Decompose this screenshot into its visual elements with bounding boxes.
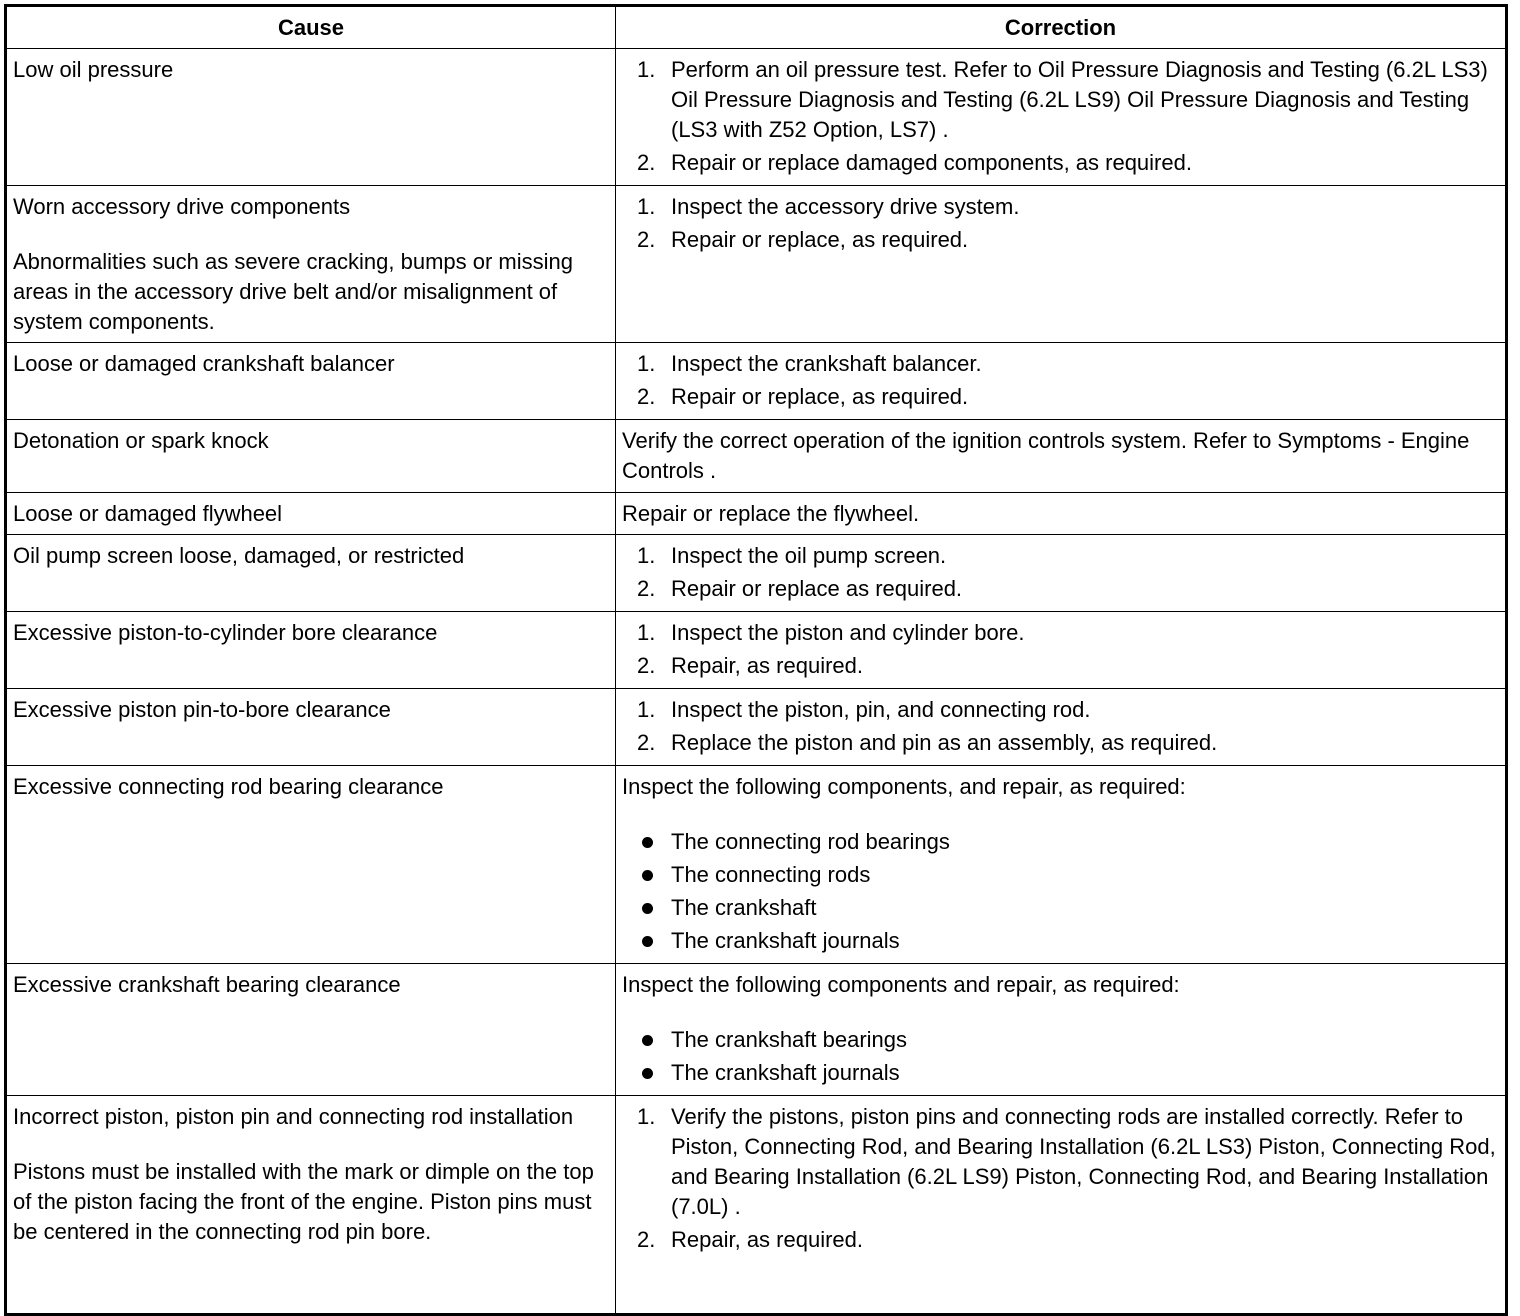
list-item — [622, 574, 1499, 604]
cause-text: Excessive connecting rod bearing clearance — [13, 774, 444, 799]
correction-text: Repair or replace the flywheel. — [622, 501, 920, 526]
cause-text: Low oil pressure — [13, 57, 174, 82]
step-number: 2. — [637, 730, 656, 755]
list-item — [622, 1025, 1499, 1055]
list-item — [622, 860, 1499, 890]
table-row — [6, 186, 1507, 343]
bullet-list — [622, 827, 1499, 956]
cause-text: Loose or damaged flywheel — [13, 501, 283, 526]
correction-intro: Inspect the following components, and repair, as required: — [622, 774, 1186, 799]
list-item — [622, 382, 1499, 412]
list-item — [622, 1225, 1499, 1255]
step-number: 2. — [637, 653, 656, 678]
list-item-text: The crankshaft journals — [671, 928, 900, 953]
correction-text: Verify the correct operation of the ignition controls system. Refer to Symptoms - Engine Controls . — [622, 428, 1470, 483]
list-item-text: The connecting rods — [671, 862, 871, 887]
cause-note: Pistons must be installed with the mark or dimple on the top of the piston facing the front of the engine. Piston pins must be centered in the connecting rod pin bore. — [13, 1159, 594, 1244]
cause-text: Excessive crankshaft bearing clearance — [13, 972, 401, 997]
correction-cell — [616, 612, 1507, 689]
numbered-steps — [622, 55, 1499, 178]
list-item-text: Repair or replace damaged components, as required. — [671, 150, 1192, 175]
numbered-steps — [622, 192, 1499, 255]
correction-intro: Inspect the following components and repair, as required: — [622, 972, 1180, 997]
step-number: 1. — [637, 57, 656, 82]
cause-note: Abnormalities such as severe cracking, bumps or missing areas in the accessory drive belt and/or misalignment of system components. — [13, 249, 574, 334]
correction-cell — [616, 766, 1507, 964]
table-row — [6, 493, 1507, 535]
cause-cell — [6, 535, 616, 612]
diagnosis-table — [4, 4, 1508, 1316]
step-number: 1. — [637, 697, 656, 722]
step-number: 1. — [637, 620, 656, 645]
correction-cell — [616, 186, 1507, 343]
cause-cell — [6, 493, 616, 535]
table-row — [6, 343, 1507, 420]
cause-cell — [6, 612, 616, 689]
numbered-steps — [622, 1102, 1499, 1255]
correction-cell — [616, 343, 1507, 420]
list-item — [622, 893, 1499, 923]
cause-cell — [6, 766, 616, 964]
list-item — [622, 695, 1499, 725]
table-row — [6, 49, 1507, 186]
cause-cell — [6, 186, 616, 343]
header-row — [6, 6, 1507, 49]
correction-header: Correction — [616, 6, 1507, 49]
cause-cell — [6, 964, 616, 1096]
list-item — [622, 728, 1499, 758]
list-item — [622, 192, 1499, 222]
bullet-list — [622, 1025, 1499, 1088]
list-item-text: Replace the piston and pin as an assembly, as required. — [671, 730, 1218, 755]
list-item — [622, 827, 1499, 857]
list-item-text: Perform an oil pressure test. Refer to Oil Pressure Diagnosis and Testing (6.2L LS3) Oil Pressure Diagnosis and Testing (6.2L LS9) Oil Pressure Diagnosis and Testing (LS3 with Z52 Option, LS7) . — [671, 57, 1488, 142]
cause-cell — [6, 689, 616, 766]
step-number: 2. — [637, 576, 656, 601]
list-item — [622, 926, 1499, 956]
step-number: 1. — [637, 1104, 656, 1129]
numbered-steps — [622, 349, 1499, 412]
correction-cell — [616, 535, 1507, 612]
list-item-text: Repair, as required. — [671, 653, 863, 678]
table-row — [6, 1096, 1507, 1315]
cause-text: Excessive piston pin-to-bore clearance — [13, 697, 391, 722]
list-item-text: Repair or replace, as required. — [671, 227, 969, 252]
step-number: 1. — [637, 351, 656, 376]
cause-cell — [6, 420, 616, 493]
correction-cell — [616, 420, 1507, 493]
cause-text: Detonation or spark knock — [13, 428, 269, 453]
correction-cell — [616, 1096, 1507, 1315]
list-item — [622, 349, 1499, 379]
list-item-text: The crankshaft journals — [671, 1060, 900, 1085]
cause-text: Worn accessory drive components — [13, 194, 351, 219]
list-item — [622, 148, 1499, 178]
step-number: 2. — [637, 227, 656, 252]
cause-cell — [6, 343, 616, 420]
list-item — [622, 1058, 1499, 1088]
list-item-text: Repair or replace as required. — [671, 576, 963, 601]
list-item-text: The crankshaft — [671, 895, 817, 920]
table-row — [6, 420, 1507, 493]
list-item — [622, 225, 1499, 255]
list-item — [622, 1102, 1499, 1222]
numbered-steps — [622, 695, 1499, 758]
correction-cell — [616, 689, 1507, 766]
list-item-text: Inspect the accessory drive system. — [671, 194, 1020, 219]
correction-cell — [616, 49, 1507, 186]
table-row — [6, 612, 1507, 689]
cause-text: Incorrect piston, piston pin and connecting rod installation — [13, 1104, 574, 1129]
list-item — [622, 618, 1499, 648]
list-item — [622, 55, 1499, 145]
step-number: 2. — [637, 1227, 656, 1252]
list-item-text: Inspect the oil pump screen. — [671, 543, 947, 568]
table-row — [6, 766, 1507, 964]
numbered-steps — [622, 618, 1499, 681]
table-row — [6, 964, 1507, 1096]
list-item — [622, 541, 1499, 571]
step-number: 2. — [637, 384, 656, 409]
list-item-text: Inspect the piston and cylinder bore. — [671, 620, 1025, 645]
correction-cell — [616, 493, 1507, 535]
list-item — [622, 651, 1499, 681]
list-item-text: Repair or replace, as required. — [671, 384, 969, 409]
list-item-text: The connecting rod bearings — [671, 829, 950, 854]
step-number: 1. — [637, 543, 656, 568]
cause-cell — [6, 49, 616, 186]
step-number: 2. — [637, 150, 656, 175]
cause-text: Excessive piston-to-cylinder bore clearance — [13, 620, 438, 645]
list-item-text: Inspect the piston, pin, and connecting rod. — [671, 697, 1091, 722]
list-item-text: The crankshaft bearings — [671, 1027, 908, 1052]
list-item-text: Repair, as required. — [671, 1227, 863, 1252]
cause-text: Loose or damaged crankshaft balancer — [13, 351, 395, 376]
cause-header: Cause — [6, 6, 616, 49]
numbered-steps — [622, 541, 1499, 604]
list-item-text: Inspect the crankshaft balancer. — [671, 351, 982, 376]
list-item-text: Verify the pistons, piston pins and connecting rods are installed correctly. Refer to Piston, Connecting Rod, and Bearing Installation (6.2L LS3) Piston, Connecting Rod, and Bearing Installation (6.2L LS9) Piston, Connecting Rod, and Bearing Installation (7.0L) . — [671, 1104, 1496, 1219]
cause-text: Oil pump screen loose, damaged, or restricted — [13, 543, 465, 568]
cause-cell — [6, 1096, 616, 1315]
step-number: 1. — [637, 194, 656, 219]
table-row — [6, 535, 1507, 612]
table-row — [6, 689, 1507, 766]
correction-cell — [616, 964, 1507, 1096]
